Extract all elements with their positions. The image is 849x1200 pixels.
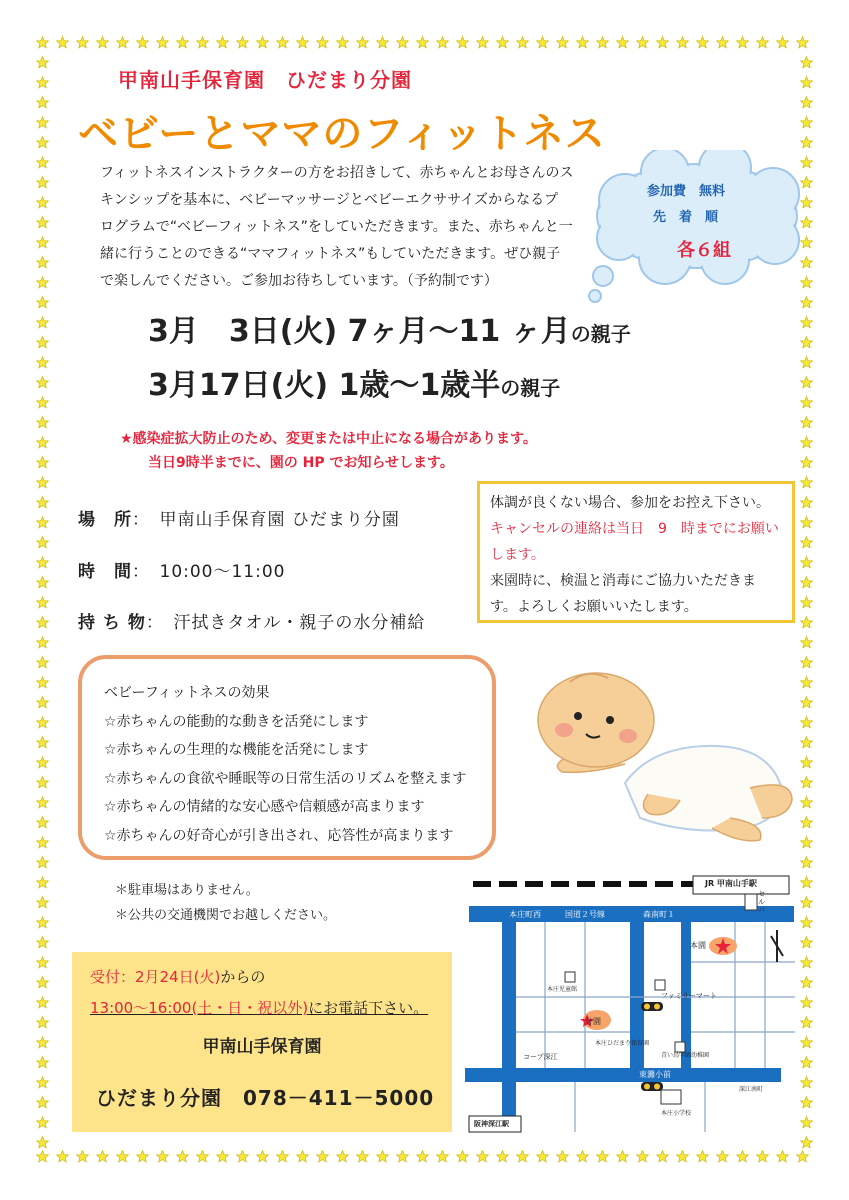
border-star-icon — [276, 36, 289, 49]
info-time — [78, 557, 285, 582]
border-star-icon — [576, 36, 589, 49]
border-star-icon — [800, 716, 813, 729]
border-star-icon — [316, 36, 329, 49]
map-seven: 深江南町 — [739, 1086, 764, 1093]
border-star-icon — [800, 1056, 813, 1069]
border-star-icon — [36, 396, 49, 409]
contact-phone: ひだまり分園 078－411－5000 — [96, 1086, 435, 1110]
border-star-icon — [800, 396, 813, 409]
border-star-icon — [616, 1150, 629, 1163]
reception-line — [90, 966, 265, 987]
border-star-icon — [800, 1016, 813, 1029]
suffix: の親子 — [570, 322, 631, 346]
border-star-icon — [800, 516, 813, 529]
border-star-icon — [516, 36, 529, 49]
border-star-icon — [776, 36, 789, 49]
border-star-icon — [756, 36, 769, 49]
border-star-icon — [56, 1150, 69, 1163]
border-star-icon — [36, 956, 49, 969]
border-star-icon — [176, 36, 189, 49]
border-star-icon — [216, 1150, 229, 1163]
suffix: の親子 — [500, 376, 561, 400]
reception-hours — [90, 997, 428, 1018]
hours-rest: にお電話下さい。 — [308, 999, 429, 1017]
border-star-icon — [36, 96, 49, 109]
border-star-icon — [656, 36, 669, 49]
border-star-icon — [636, 36, 649, 49]
notes — [115, 878, 336, 928]
border-star-icon — [800, 136, 813, 149]
border-star-icon — [536, 1150, 549, 1163]
session-date-2 — [148, 360, 560, 404]
reception-rest: からの — [220, 968, 266, 986]
border-star-icon — [216, 36, 229, 49]
effect-item: ☆赤ちゃんの好奇心が引き出され、応答性が高まります — [104, 827, 454, 844]
date: 3月17日(火) — [148, 368, 329, 403]
border-star-icon — [36, 616, 49, 629]
ages: 7ヶ月～11 ヶ月 — [347, 314, 571, 349]
effect-item: ☆赤ちゃんの生理的な機能を活発にします — [104, 742, 369, 758]
border-star-icon — [536, 36, 549, 49]
border-star-icon — [800, 456, 813, 469]
info-cloud — [585, 150, 810, 310]
border-star-icon — [796, 1150, 809, 1163]
border-star-icon — [36, 416, 49, 429]
organization-name: 甲南山手保育園 ひだまり分園 — [118, 68, 412, 92]
border-star-icon — [516, 1150, 529, 1163]
intro-line: キンシップを基本に、ベビーマッサージとベビーエクササイズからなるプ — [100, 192, 559, 208]
border-star-icon — [800, 816, 813, 829]
border-star-icon — [36, 176, 49, 189]
border-star-icon — [36, 976, 49, 989]
border-star-icon — [800, 996, 813, 1009]
health-line: 体調が良くない場合、参加をお控え下さい。 — [490, 495, 770, 511]
map-hanshin-station: 阪神深江駅 — [474, 1120, 509, 1128]
border-star-icon — [36, 996, 49, 1009]
border-star-icon — [116, 36, 129, 49]
border-star-icon — [36, 596, 49, 609]
border-star-icon — [800, 756, 813, 769]
border-star-icon — [236, 36, 249, 49]
border-star-icon — [36, 816, 49, 829]
intro-line: フィットネスインストラクターの方をお招きして、赤ちゃんとお母さんのス — [100, 165, 574, 181]
border-star-icon — [800, 656, 813, 669]
map-road-label: 森南町１ — [643, 910, 675, 919]
map-road-label: 本庄町西 — [509, 910, 541, 919]
notice-line-1: ★感染症拡大防止のため、変更または中止になる場合があります。 — [120, 431, 537, 447]
border-star-icon — [36, 1056, 49, 1069]
border-star-icon — [476, 36, 489, 49]
border-star-icon — [36, 1076, 49, 1089]
border-star-icon — [800, 316, 813, 329]
border-star-icon — [696, 36, 709, 49]
time-label: 時 間 — [78, 562, 132, 582]
border-star-icon — [556, 36, 569, 49]
border-star-icon — [800, 356, 813, 369]
health-line: す。よろしくお願いいたします。 — [490, 599, 698, 615]
border-star-icon — [36, 556, 49, 569]
border-star-icon — [800, 636, 813, 649]
border-star-icon — [456, 36, 469, 49]
border-star-icon — [156, 36, 169, 49]
access-map — [465, 872, 797, 1134]
border-star-icon — [800, 96, 813, 109]
border-star-icon — [800, 336, 813, 349]
ages: 1歳～1歳半 — [338, 368, 501, 403]
border-star-icon — [36, 1150, 49, 1163]
border-star-icon — [496, 36, 509, 49]
border-star-icon — [36, 36, 49, 49]
border-star-icon — [416, 1150, 429, 1163]
reception-date: 受付：2月24日(火) — [90, 968, 221, 986]
border-star-icon — [796, 36, 809, 49]
info-place — [78, 505, 400, 530]
border-star-icon — [36, 156, 49, 169]
border-star-icon — [36, 776, 49, 789]
border-star-icon — [376, 36, 389, 49]
border-star-icon — [36, 116, 49, 129]
place-label: 場 所 — [78, 510, 132, 530]
map-jr-station: JR 甲南山手駅 — [705, 879, 757, 888]
border-star-icon — [236, 1150, 249, 1163]
border-star-icon — [696, 1150, 709, 1163]
hours: 13:00～16:00(土・日・祝以外) — [90, 999, 309, 1017]
effect-item: ☆赤ちゃんの情緒的な安心感や信頼感が高まります — [104, 799, 425, 815]
border-star-icon — [736, 36, 749, 49]
border-star-icon — [36, 56, 49, 69]
border-star-icon — [800, 1076, 813, 1089]
border-star-icon — [176, 1150, 189, 1163]
border-star-icon — [800, 916, 813, 929]
border-star-icon — [36, 256, 49, 269]
border-star-icon — [800, 796, 813, 809]
transit-note: ＊公共の交通機関でお越しください。 — [115, 908, 337, 923]
border-star-icon — [36, 376, 49, 389]
border-star-icon — [136, 1150, 149, 1163]
border-star-icon — [36, 516, 49, 529]
effects-box — [78, 655, 496, 860]
border-star-icon — [436, 36, 449, 49]
border-star-icon — [36, 276, 49, 289]
border-star-icon — [256, 36, 269, 49]
border-star-icon — [36, 216, 49, 229]
border-star-icon — [596, 1150, 609, 1163]
effect-item: ☆赤ちゃんの能動的な動きを活発にします — [104, 713, 369, 730]
map-kindergarten: 青い鳥学園幼稚園 — [661, 1052, 710, 1059]
border-star-icon — [56, 36, 69, 49]
info-items — [78, 608, 425, 633]
effect-item: ☆赤ちゃんの食欲や睡眠等の日常生活のリズムを整えます — [104, 770, 467, 787]
intro-text — [100, 160, 620, 295]
border-star-icon — [396, 36, 409, 49]
border-star-icon — [196, 1150, 209, 1163]
border-star-icon — [756, 1150, 769, 1163]
border-star-icon — [596, 36, 609, 49]
border-star-icon — [576, 1150, 589, 1163]
page-title: ベビーとママのフィットネス — [78, 111, 606, 157]
border-star-icon — [336, 36, 349, 49]
border-star-icon — [116, 1150, 129, 1163]
border-star-icon — [36, 196, 49, 209]
border-star-icon — [800, 496, 813, 509]
map-nursery: 本庄ひだまり保育園 — [595, 1040, 650, 1047]
border-star-icon — [716, 1150, 729, 1163]
items-value: ： 汗拭きタオル・親子の水分補給 — [145, 613, 426, 633]
border-star-icon — [616, 36, 629, 49]
contact-name: 甲南山手保育園 — [202, 1037, 322, 1057]
notice-line-2: 当日9時半までに、園の HP でお知らせします。 — [148, 455, 454, 471]
border-star-icon — [800, 116, 813, 129]
groups-text: 各６組 — [677, 240, 731, 261]
border-star-icon — [800, 736, 813, 749]
border-star-icon — [800, 976, 813, 989]
border-star-icon — [800, 876, 813, 889]
border-star-icon — [800, 776, 813, 789]
time-value: ： 10:00～11:00 — [132, 562, 286, 582]
fee-text: 参加費 無料 — [647, 184, 726, 199]
border-star-icon — [36, 656, 49, 669]
border-star-icon — [736, 1150, 749, 1163]
border-star-icon — [36, 296, 49, 309]
border-star-icon — [800, 676, 813, 689]
border-star-icon — [800, 376, 813, 389]
border-star-icon — [36, 896, 49, 909]
date: 3月 3日(火) — [148, 314, 338, 349]
place-value: ： 甲南山手保育園 ひだまり分園 — [132, 510, 400, 530]
border-star-icon — [356, 36, 369, 49]
map-bunen: 分園 — [585, 1017, 601, 1026]
border-star-icon — [800, 76, 813, 89]
border-star-icon — [800, 576, 813, 589]
border-star-icon — [36, 736, 49, 749]
border-star-icon — [416, 36, 429, 49]
border-star-icon — [496, 1150, 509, 1163]
intro-line: 緒に行うことのできる“ママフィットネス”もしていただきます。ぜひ親子 — [100, 246, 561, 262]
border-star-icon — [156, 1150, 169, 1163]
intro-line: ログラムで“ベビーフィットネス”をしていただきます。また、赤ちゃんと一 — [100, 219, 573, 235]
border-star-icon — [800, 1136, 813, 1149]
border-star-icon — [436, 1150, 449, 1163]
border-star-icon — [136, 36, 149, 49]
border-star-icon — [776, 1150, 789, 1163]
border-star-icon — [36, 1136, 49, 1149]
border-star-icon — [276, 1150, 289, 1163]
border-star-icon — [336, 1150, 349, 1163]
parking-note: ＊駐車場はありません。 — [115, 883, 259, 898]
map-kojyo: 本庄児童館 — [547, 986, 578, 993]
border-star-icon — [36, 236, 49, 249]
cancel-line: します。 — [490, 547, 545, 563]
border-star-icon — [196, 36, 209, 49]
border-star-icon — [36, 1016, 49, 1029]
border-star-icon — [636, 1150, 649, 1163]
border-star-icon — [36, 356, 49, 369]
border-star-icon — [36, 916, 49, 929]
border-star-icon — [800, 56, 813, 69]
border-star-icon — [36, 456, 49, 469]
map-honen: 本園 — [690, 941, 706, 950]
border-star-icon — [36, 476, 49, 489]
border-star-icon — [316, 1150, 329, 1163]
border-star-icon — [76, 1150, 89, 1163]
map-familymart: ファミリーマート — [661, 992, 717, 1000]
border-star-icon — [800, 936, 813, 949]
effects-title: ベビーフィットネスの効果 — [104, 685, 270, 701]
border-star-icon — [676, 36, 689, 49]
border-star-icon — [800, 536, 813, 549]
items-label: 持 ち 物 — [78, 613, 146, 633]
border-star-icon — [36, 76, 49, 89]
border-star-icon — [800, 696, 813, 709]
border-star-icon — [800, 1096, 813, 1109]
border-star-icon — [396, 1150, 409, 1163]
border-star-icon — [36, 856, 49, 869]
border-star-icon — [716, 36, 729, 49]
border-star-icon — [36, 876, 49, 889]
border-star-icon — [676, 1150, 689, 1163]
border-star-icon — [456, 1150, 469, 1163]
intro-line: で楽しんでください。ご参加お待ちしています。（予約制です） — [100, 273, 498, 289]
border-star-icon — [36, 676, 49, 689]
border-star-icon — [800, 896, 813, 909]
border-star-icon — [36, 696, 49, 709]
border-star-icon — [76, 36, 89, 49]
order-text: 先 着 順 — [653, 210, 719, 225]
map-serva: セルバ — [758, 890, 765, 914]
border-star-icon — [800, 416, 813, 429]
border-star-icon — [96, 36, 109, 49]
border-star-icon — [36, 576, 49, 589]
border-star-icon — [296, 1150, 309, 1163]
border-star-icon — [800, 596, 813, 609]
border-star-icon — [376, 1150, 389, 1163]
border-star-icon — [36, 836, 49, 849]
border-star-icon — [36, 1116, 49, 1129]
border-star-icon — [36, 796, 49, 809]
border-star-icon — [256, 1150, 269, 1163]
border-star-icon — [800, 1116, 813, 1129]
border-star-icon — [36, 316, 49, 329]
border-star-icon — [36, 496, 49, 509]
border-star-icon — [36, 636, 49, 649]
border-star-icon — [476, 1150, 489, 1163]
border-star-icon — [36, 336, 49, 349]
cloud-shape — [585, 150, 810, 310]
health-notice-box — [477, 481, 795, 623]
border-star-icon — [656, 1150, 669, 1163]
map-road-label: 東灘小前 — [639, 1070, 671, 1079]
map-road-label: 国道２号線 — [565, 910, 605, 919]
session-date-1 — [148, 306, 631, 350]
border-star-icon — [800, 616, 813, 629]
border-star-icon — [556, 1150, 569, 1163]
border-star-icon — [356, 1150, 369, 1163]
border-star-icon — [36, 436, 49, 449]
border-star-icon — [36, 756, 49, 769]
border-star-icon — [36, 1036, 49, 1049]
health-line: 来園時に、検温と消毒にご協力いただきま — [490, 573, 756, 589]
cancel-line: キャンセルの連絡は当日 9 時までにお願い — [490, 521, 779, 537]
border-star-icon — [36, 1096, 49, 1109]
map-school: 本庄小学校 — [661, 1110, 692, 1117]
border-star-icon — [800, 856, 813, 869]
border-star-icon — [800, 556, 813, 569]
border-star-icon — [800, 436, 813, 449]
border-star-icon — [296, 36, 309, 49]
border-star-icon — [800, 1036, 813, 1049]
map-coop: コープ深江 — [523, 1053, 558, 1061]
border-star-icon — [800, 476, 813, 489]
border-star-icon — [36, 136, 49, 149]
border-star-icon — [800, 836, 813, 849]
border-star-icon — [36, 536, 49, 549]
border-star-icon — [96, 1150, 109, 1163]
border-star-icon — [36, 716, 49, 729]
baby-illustration — [530, 668, 800, 843]
border-star-icon — [36, 936, 49, 949]
border-star-icon — [800, 956, 813, 969]
